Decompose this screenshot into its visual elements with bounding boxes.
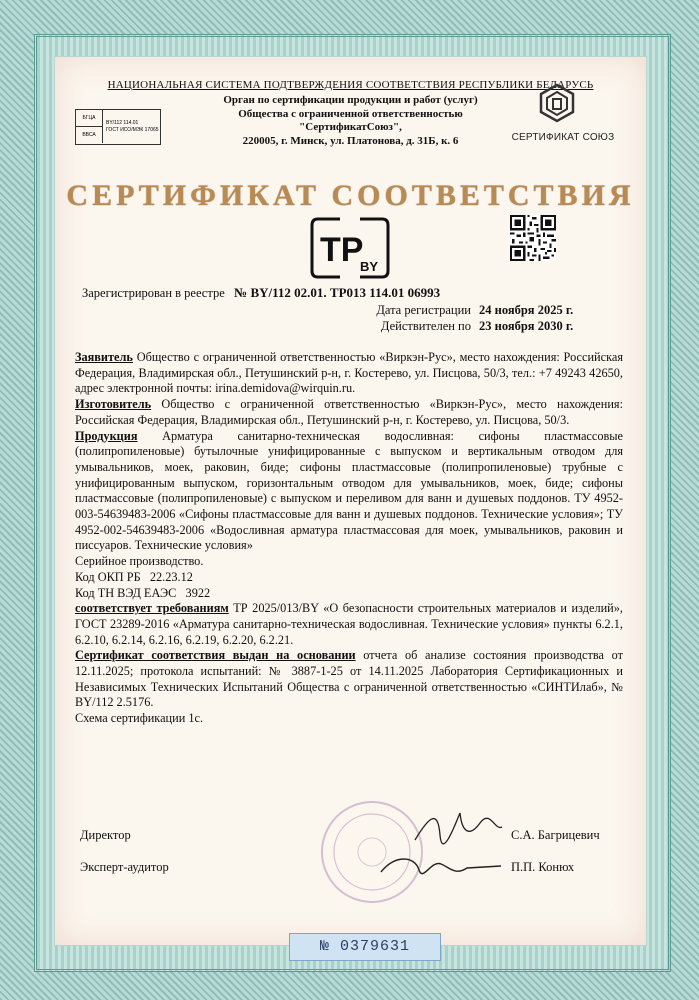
conformity-label: соответствует требованиям bbox=[75, 601, 229, 616]
expert-name: П.П. Конюх bbox=[511, 860, 575, 874]
header-system: НАЦИОНАЛЬНАЯ СИСТЕМА ПОДТВЕРЖДЕНИЯ СООТВЕТСТВИЯ РЕСПУБЛИКИ БЕЛАРУСЬ bbox=[107, 79, 594, 91]
valid-until-value: 23 ноября 2030 г. bbox=[479, 319, 574, 333]
basis-text: отчета об анализе состояния производства от 12.11.2025; протокола испытаний: № 3887-1-25 от 14.11.2025 Лаборатория Сертификационных и Независимых Технических Испытаний Общества с ограниченной ответственностью «СИНТИлаб», № BY/112 2.5176. bbox=[75, 648, 623, 710]
product-paragraph bbox=[75, 429, 623, 555]
tnved-code: Код ТН ВЭД ЕАЭС 3922 bbox=[75, 585, 211, 600]
applicant-paragraph bbox=[75, 350, 623, 397]
valid-until-label: Действителен по bbox=[380, 319, 471, 333]
registration-date-label: Дата регистрации bbox=[376, 303, 471, 317]
certification-scheme: Схема сертификации 1с. bbox=[75, 711, 204, 726]
basis-paragraph bbox=[75, 648, 623, 711]
certificate-title: СЕРТИФИКАТ СООТВЕТСТВИЯ bbox=[66, 179, 635, 212]
director-label: Директор bbox=[80, 828, 131, 842]
blank-serial-number: № 0379631 bbox=[289, 933, 441, 961]
header-org: Общества с ограниченной ответственностью bbox=[238, 108, 463, 120]
registration-number: № BY/112 02.01. ТР013 114.01 06993 bbox=[234, 285, 441, 300]
certificate-body bbox=[75, 350, 623, 727]
applicant-label: Заявитель bbox=[75, 350, 133, 364]
accreditation-standard: ГОСТ ИСО/МЭК 17065 bbox=[106, 127, 159, 133]
expert-label: Эксперт-аудитор bbox=[80, 860, 169, 874]
applicant-text: Общество с ограниченной ответственностью «Виркэн-Рус», место нахождения: Российская Федерация, Владимирская обл., Петушинский р-н, г. Костерево, ул. Писцова, 50/3, тел.: +7 49243 42650, адрес электронной почты: irina.demidova@wirquin.ru. bbox=[75, 350, 623, 396]
header-org-name: "СертификатСоюз", bbox=[299, 121, 402, 133]
header-address: 220005, г. Минск, ул. Платонова, д. 31Б, к. 6 bbox=[242, 135, 459, 147]
product-label: Продукция bbox=[75, 428, 138, 443]
accreditation-top-label: БГЦА bbox=[76, 110, 103, 127]
accreditation-bottom-label: ВВСА bbox=[76, 127, 103, 143]
sertifikat-soyuz-logo-icon bbox=[537, 83, 577, 123]
certificate-paper bbox=[54, 56, 647, 955]
header-body: Орган по сертификации продукции и работ (услуг) bbox=[223, 94, 478, 106]
conformity-text: ТР 2025/013/BY «О безопасности строительных материалов и изделий», ГОСТ 23289-2016 «Арматура санитарно-техническая водосливная. Технические условия» пункты 6.2.1, 6.2.10, 6.2.14, 6.2.16, 6.2.19, 6.2.20, 6.2.21. bbox=[75, 601, 623, 647]
manufacturer-paragraph bbox=[75, 397, 623, 428]
tr-mark-main: TP bbox=[320, 231, 364, 269]
tr-by-mark-icon bbox=[310, 217, 390, 279]
accreditation-code: BY/112 114.01 bbox=[106, 120, 139, 126]
tr-mark-sub: BY bbox=[360, 259, 379, 274]
manufacturer-label: Изготовитель bbox=[75, 397, 152, 412]
serial-production: Серийное производство. bbox=[75, 554, 204, 569]
expert-signature-icon bbox=[375, 842, 505, 892]
accreditation-mark bbox=[75, 109, 161, 145]
registration-date-value: 24 ноября 2025 г. bbox=[479, 303, 574, 317]
conformity-paragraph bbox=[75, 601, 623, 648]
okp-code: Код ОКП РБ 22.23.12 bbox=[75, 569, 193, 584]
qr-code-icon[interactable] bbox=[510, 215, 556, 261]
registration-line bbox=[82, 285, 440, 301]
product-text: Арматура санитарно-техническая водосливная: сифоны пластмассовые (полипропиленовые) бутылочные унифицированные с выпуском и вертикальным отводом для умывальников, моек, раковин, биде; сифоны пластмассовые (полипропиленовые) трубные с унифицированным выпуском, горизонтальным отводом для умывальников, моек, биде; сифоны пластмассовые (полипропиленовые) с выпуском и переливом для ванн и душевых поддонов. ТУ 4952-003-54639483-2006 «Сифоны пластмассовые для ванн и душевых поддонов. Технические условия»; ТУ 4952-002-54639483-2006 «Водосливная арматура пластмассовая для моек, умывальников, раковин и писсуаров. Технические условия» bbox=[75, 428, 623, 553]
basis-label: Сертификат соответствия выдан на основании bbox=[75, 648, 356, 663]
manufacturer-text: Общество с ограниченной ответственностью «Виркэн-Рус», место нахождения: Российская Федерация, Владимирская обл., Петушинский р-н, г. Костерево, ул. Писцова, 50/3. bbox=[75, 397, 623, 427]
registration-label: Зарегистрирован в реестре bbox=[82, 286, 225, 300]
director-name: С.А. Багрицевич bbox=[511, 828, 600, 842]
logo-text: СЕРТИФИКАТ СОЮЗ bbox=[511, 132, 615, 143]
